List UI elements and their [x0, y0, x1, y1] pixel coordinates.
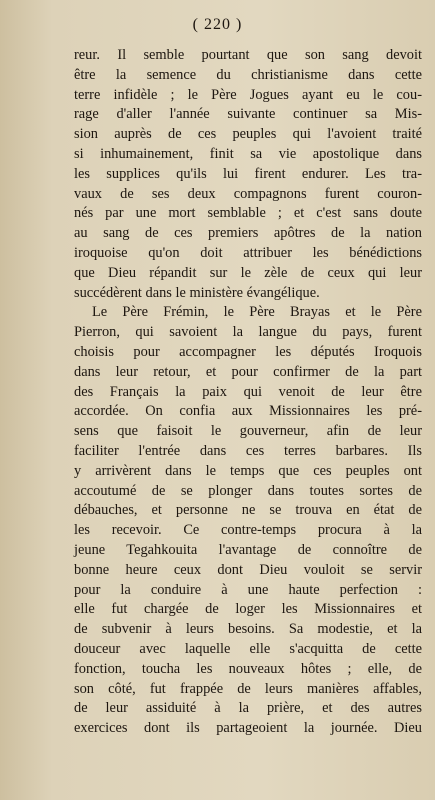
- text-line: douceur avec laquelle elle s'acquitta de cette: [74, 640, 422, 657]
- text-line: y arrivèrent dans le temps que ces peuples ont: [74, 462, 422, 479]
- text-line: elle fut chargée de loger les Missionnaires et: [74, 601, 422, 618]
- text-line: choisis pour accompagner les députés Iroquois: [74, 343, 422, 360]
- text-line: exercices dont ils partageoient la journée. Dieu: [74, 720, 422, 737]
- text-line: son côté, fut frappée de leurs manières affables,: [74, 680, 422, 697]
- text-line: faciliter l'entrée dans ces terres barbares. Ils: [74, 442, 422, 459]
- page-number: ( 220 ): [192, 16, 243, 33]
- body-text: [74, 46, 422, 739]
- text-line: dans leur retour, et pour confirmer de la part: [74, 363, 422, 380]
- text-line: au sang de ces premiers apôtres de la nation: [74, 225, 422, 242]
- text-line: accordée. On confia aux Missionnaires les pré-: [74, 403, 422, 420]
- text-line: si inhumainement, finit sa vie apostolique dans: [74, 145, 422, 162]
- text-line: bonne heure ceux dont Dieu vouloit se servir: [74, 561, 422, 578]
- text-line: être la semence du christianisme dans cette: [74, 66, 422, 83]
- text-line: iroquoise qu'on doit attribuer les bénédictions: [74, 244, 422, 261]
- text-line: vaux de ses deux compagnons furent couron-: [74, 185, 422, 202]
- text-line: débauches, et personne ne se trouva en état de: [74, 502, 422, 519]
- paragraph-1: [74, 46, 422, 303]
- text-line: les supplices qu'ils lui firent endurer. Les tra-: [74, 165, 422, 182]
- text-line: Pierron, qui savoient la langue du pays, furent: [74, 324, 422, 341]
- text-line: des Français la paix qui venoit de leur être: [74, 383, 422, 400]
- text-line: jeune Tegahkouita l'avantage de connoître de: [74, 541, 422, 558]
- paragraph-2: [74, 303, 422, 739]
- text-line: de subvenir à leurs besoins. Sa modestie, et la: [74, 621, 422, 638]
- text-line: de leur assiduité à la prière, et des autres: [74, 700, 422, 717]
- text-line: reur. Il semble pourtant que son sang devoit: [74, 47, 422, 63]
- text-line: sens que faisoit le gouverneur, afin de leur: [74, 423, 422, 440]
- text-line: sion auprès de ces peuples qui l'avoient traité: [74, 126, 422, 143]
- text-line: rage d'aller l'année suivante continuer sa Mis-: [74, 106, 422, 123]
- text-line: succédèrent dans le ministère évangélique.: [74, 284, 320, 301]
- text-line: fonction, toucha les nouveaux hôtes ; elle, de: [74, 660, 422, 677]
- text-line: que Dieu répandit sur le zèle de ceux qui leur: [74, 264, 422, 281]
- text-line: pour la conduire à une haute perfection :: [74, 581, 422, 598]
- text-line: terre infidèle ; le Père Jogues ayant eu le cou-: [74, 86, 422, 103]
- text-line: accoutumé de se plonger dans toutes sortes de: [74, 482, 422, 499]
- text-line: les recevoir. Ce contre-temps procura à la: [74, 522, 422, 539]
- text-line: nés par une mort semblable ; et c'est sans doute: [74, 205, 422, 222]
- text-line: Le Père Frémin, le Père Brayas et le Père: [92, 304, 422, 321]
